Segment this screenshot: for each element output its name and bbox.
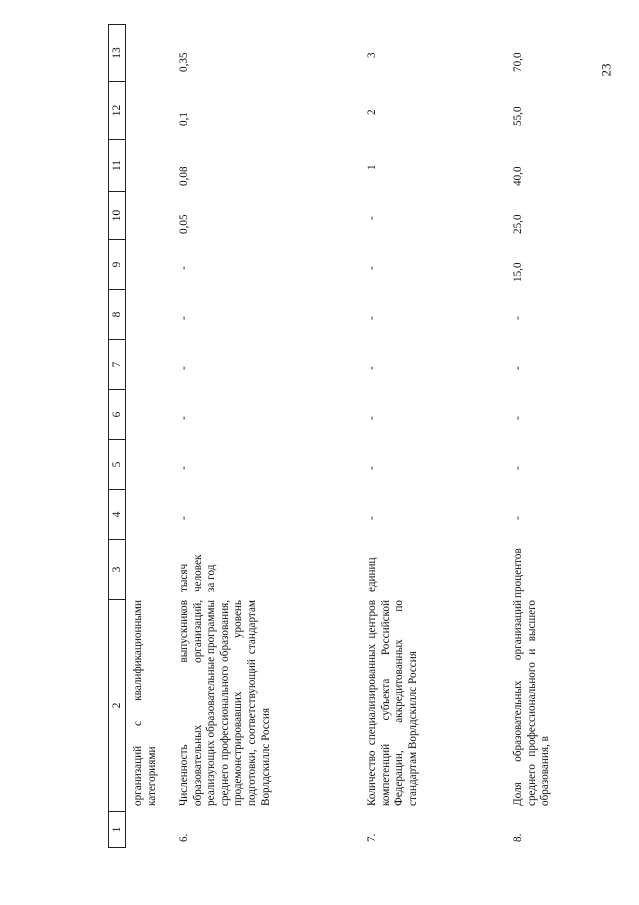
row-number: 7. [366, 833, 378, 842]
table-cell: 2 [366, 109, 378, 115]
column-header: 9 [108, 240, 126, 290]
row-description: Численность выпускников образовательных организаций, реализующих образовательные программы среднего профессионального образования, продемонстрировавших уровень подготовки, соответствующий стандартам Ворлдскиллс Россия [178, 600, 272, 806]
column-header: 8 [108, 290, 126, 340]
table-cell: 40,0 [512, 166, 524, 186]
table-cell: - [178, 516, 190, 520]
table-cell: - [366, 216, 378, 220]
column-header: 12 [108, 82, 126, 140]
table-cell: - [366, 316, 378, 320]
table-cell: - [512, 366, 524, 370]
table-cell: - [366, 266, 378, 270]
row-description: Доля образовательных организаций среднего профессионального и высшего образования, в [512, 600, 552, 806]
table-cell: - [178, 366, 190, 370]
row-unit: процентов [512, 548, 524, 598]
column-header: 4 [108, 490, 126, 540]
column-header: 3 [108, 540, 126, 600]
table-cell: - [512, 516, 524, 520]
table-cell: 0,08 [178, 166, 190, 186]
table-cell: 0,05 [178, 214, 190, 234]
table-cell: - [366, 466, 378, 470]
table-cell: 3 [366, 52, 378, 58]
column-header: 7 [108, 340, 126, 390]
table-cell: 25,0 [512, 214, 524, 234]
table-cell: 15,0 [512, 262, 524, 282]
row-number: 6. [178, 833, 190, 842]
table-cell: - [366, 416, 378, 420]
column-header: 11 [108, 140, 126, 192]
table-cell: - [366, 366, 378, 370]
table-cell: 70,0 [512, 52, 524, 72]
table-cell: - [512, 466, 524, 470]
table-cell: - [178, 466, 190, 470]
column-header: 6 [108, 390, 126, 440]
column-header: 13 [108, 24, 126, 82]
column-header: 10 [108, 192, 126, 240]
table-cell: - [178, 266, 190, 270]
table-cell: - [512, 416, 524, 420]
row-number: 8. [512, 833, 524, 842]
data-table [108, 24, 618, 848]
continuation-text: организаций с квалификационными категориями [132, 600, 158, 806]
row-description: Количество специализированных центров компетенций субъекта Российской Федерации, аккредитованных по стандартам Ворлдскиллс Россия [366, 600, 419, 806]
column-header: 5 [108, 440, 126, 490]
table-cell: 1 [366, 164, 378, 170]
table-cell: - [178, 316, 190, 320]
table-cell: - [178, 416, 190, 420]
table-cell: - [512, 316, 524, 320]
row-unit: тысяч человек за год [178, 554, 218, 592]
column-header: 1 [108, 812, 126, 848]
column-header: 2 [108, 600, 126, 812]
table-cell: 0,1 [178, 112, 190, 126]
table-cell: - [366, 516, 378, 520]
table-cell: 55,0 [512, 106, 524, 126]
page-number: 23 [598, 63, 614, 77]
table-cell: 0,35 [178, 52, 190, 72]
row-unit: единиц [366, 557, 378, 592]
